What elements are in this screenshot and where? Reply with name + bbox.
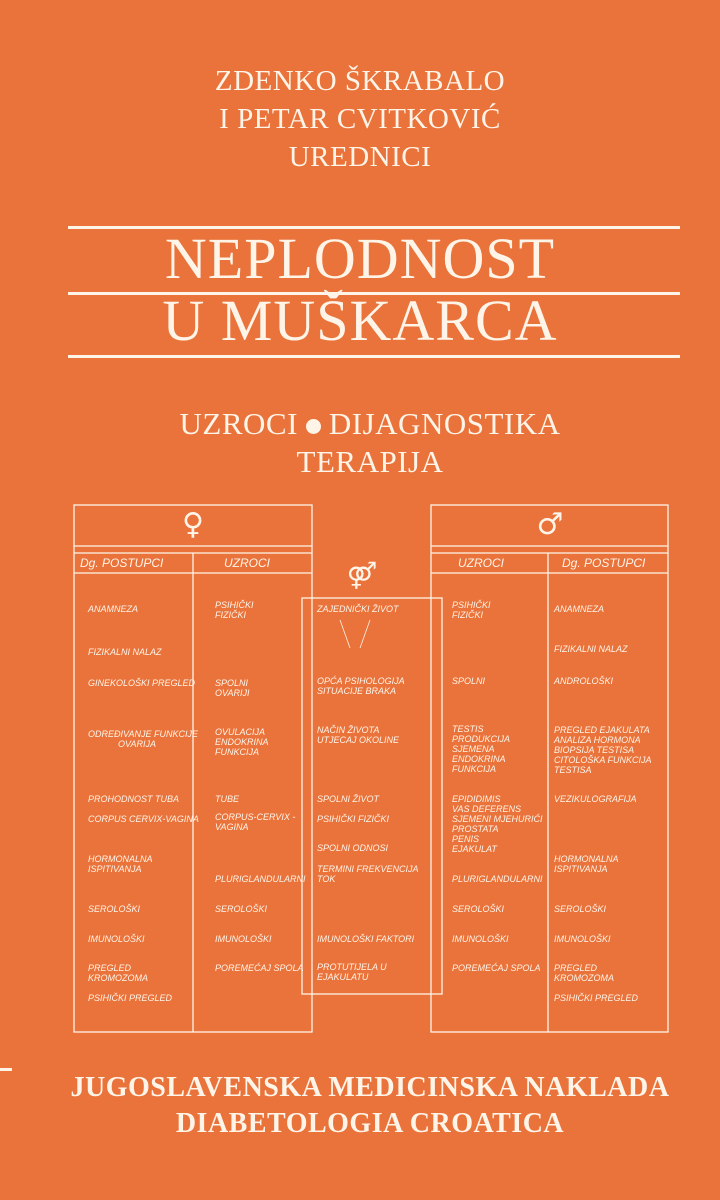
subtitle-diagnostics: DIJAGNOSTIKA: [328, 406, 561, 441]
publisher-line-2: DIABETOLOGIA CROATICA: [175, 1108, 565, 1139]
couple-symbol-icon: ⚤: [346, 561, 378, 591]
female-cause-item: TUBE: [215, 794, 240, 804]
couple-item: PROTUTIJELA U EJAKULATU: [317, 962, 387, 982]
couple-item: IMUNOLOŠKI FAKTORI: [317, 934, 415, 944]
male-procedure-item: PREGLED EJAKULATA ANALIZA HORMONA BIOPSIJA TESTISA CITOLOŠKA FUNKCIJA TESTISA: [554, 725, 652, 775]
female-procedure-item: GINEKOLOŠKI PREGLED: [88, 678, 196, 688]
subtitle-causes: UZROCI: [179, 406, 298, 441]
female-cause-item: SPOLNI OVARIJI: [215, 678, 250, 698]
couple-item: TERMINI FREKVENCIJA TOK: [317, 864, 419, 884]
female-procedure-item: IMUNOLOŠKI: [88, 934, 145, 944]
female-procedure-item: SEROLOŠKI: [88, 904, 141, 914]
female-cause-item: CORPUS-CERVIX -VAGINA: [215, 812, 296, 832]
male-causes-column: [452, 600, 543, 973]
male-cause-item: TESTIS PRODUKCIJA SJEMENA ENDOKRINA FUNKCIJA: [452, 724, 511, 774]
editor-line-2: I PETAR CVITKOVIĆ: [219, 103, 501, 135]
male-cause-item: POREMEĆAJ SPOLA: [452, 963, 541, 973]
couple-column: [316, 604, 419, 982]
female-procedure-item: PSIHIČKI PREGLED: [88, 993, 173, 1003]
male-procedure-item: IMUNOLOŠKI: [554, 934, 611, 944]
male-procedure-item: ANAMNEZA: [554, 604, 605, 614]
male-cause-item: PLURIGLANDULARNI: [452, 874, 543, 884]
title-line-2: U MUŠKARCA: [162, 288, 558, 353]
female-cause-item: PLURIGLANDULARNI: [215, 874, 306, 884]
male-cause-item: SEROLOŠKI: [452, 904, 505, 914]
male-procedures-header: Dg. POSTUPCI: [562, 556, 646, 570]
couple-item: PSIHIČKI FIZIČKI: [317, 814, 390, 824]
male-procedure-item: VEZIKULOGRAFIJA: [554, 794, 637, 804]
male-symbol-icon: ♂: [536, 507, 564, 542]
publisher-line-1: JUGOSLAVENSKA MEDICINSKA NAKLADA: [70, 1072, 670, 1103]
male-causes-header: UZROCI: [458, 556, 504, 570]
publisher-block: [0, 1070, 720, 1142]
male-cause-item: IMUNOLOŠKI: [452, 934, 509, 944]
male-procedure-item: PSIHIČKI PREGLED: [554, 993, 639, 1003]
female-procedure-item: PREGLED KROMOZOMA: [88, 963, 148, 983]
couple-item: OPĆA PSIHOLOGIJA SITUACIJE BRAKA: [317, 676, 405, 696]
editor-line-1: ZDENKO ŠKRABALO: [214, 65, 506, 97]
couple-item: NAČIN ŽIVOTA UTJECAJ OKOLINE: [317, 725, 400, 745]
male-procedure-item: FIZIKALNI NALAZ: [554, 644, 628, 654]
female-procedure-item: HORMONALNA ISPITIVANJA: [88, 854, 153, 874]
female-procedure-item: ANAMNEZA: [88, 604, 139, 614]
subtitle-therapy: TERAPIJA: [296, 444, 444, 479]
female-cause-item: OVULACIJA ENDOKRINA FUNKCIJA: [215, 727, 269, 757]
female-procedure-item: PROHODNOST TUBA: [88, 794, 180, 804]
female-cause-item: POREMEĆAJ SPOLA: [215, 963, 304, 973]
male-procedure-item: PREGLED KROMOZOMA: [554, 963, 614, 983]
male-procedure-item: HORMONALNA ISPITIVANJA: [554, 854, 619, 874]
female-symbol-icon: ♀: [182, 507, 204, 542]
female-procedure-item: ODREĐIVANJE FUNKCIJE OVARIJA: [88, 729, 199, 749]
female-causes-header: UZROCI: [224, 556, 270, 570]
female-causes-column: [215, 600, 306, 973]
male-procedures-column: [553, 604, 652, 1003]
female-procedure-item: CORPUS CERVIX-VAGINA: [88, 814, 199, 824]
female-cause-item: PSIHIČKI FIZIČKI: [215, 600, 254, 620]
female-cause-item: IMUNOLOŠKI: [215, 934, 272, 944]
male-procedure-item: SEROLOŠKI: [554, 904, 607, 914]
couple-item: SPOLNI ODNOSI: [317, 843, 389, 853]
male-cause-item: PSIHIČKI FIZIČKI: [452, 600, 491, 620]
male-procedure-item: ANDROLOŠKI: [554, 676, 614, 686]
male-cause-item: SPOLNI: [452, 676, 486, 686]
editors-role: UREDNICI: [288, 141, 432, 173]
female-procedure-item: FIZIKALNI NALAZ: [88, 647, 162, 657]
couple-item: ZAJEDNIČKI ŽIVOT: [317, 604, 399, 614]
couple-item: SPOLNI ŽIVOT: [317, 794, 380, 804]
title-line-1: NEPLODNOST: [164, 226, 556, 291]
female-procedures-column: [87, 604, 199, 1003]
female-procedures-header: Dg. POSTUPCI: [80, 556, 164, 570]
male-cause-item: EPIDIDIMIS VAS DEFERENS SJEMENI MJEHURIĆI PROSTATA PENIS EJAKULAT: [452, 794, 543, 854]
female-cause-item: SEROLOŠKI: [215, 904, 268, 914]
